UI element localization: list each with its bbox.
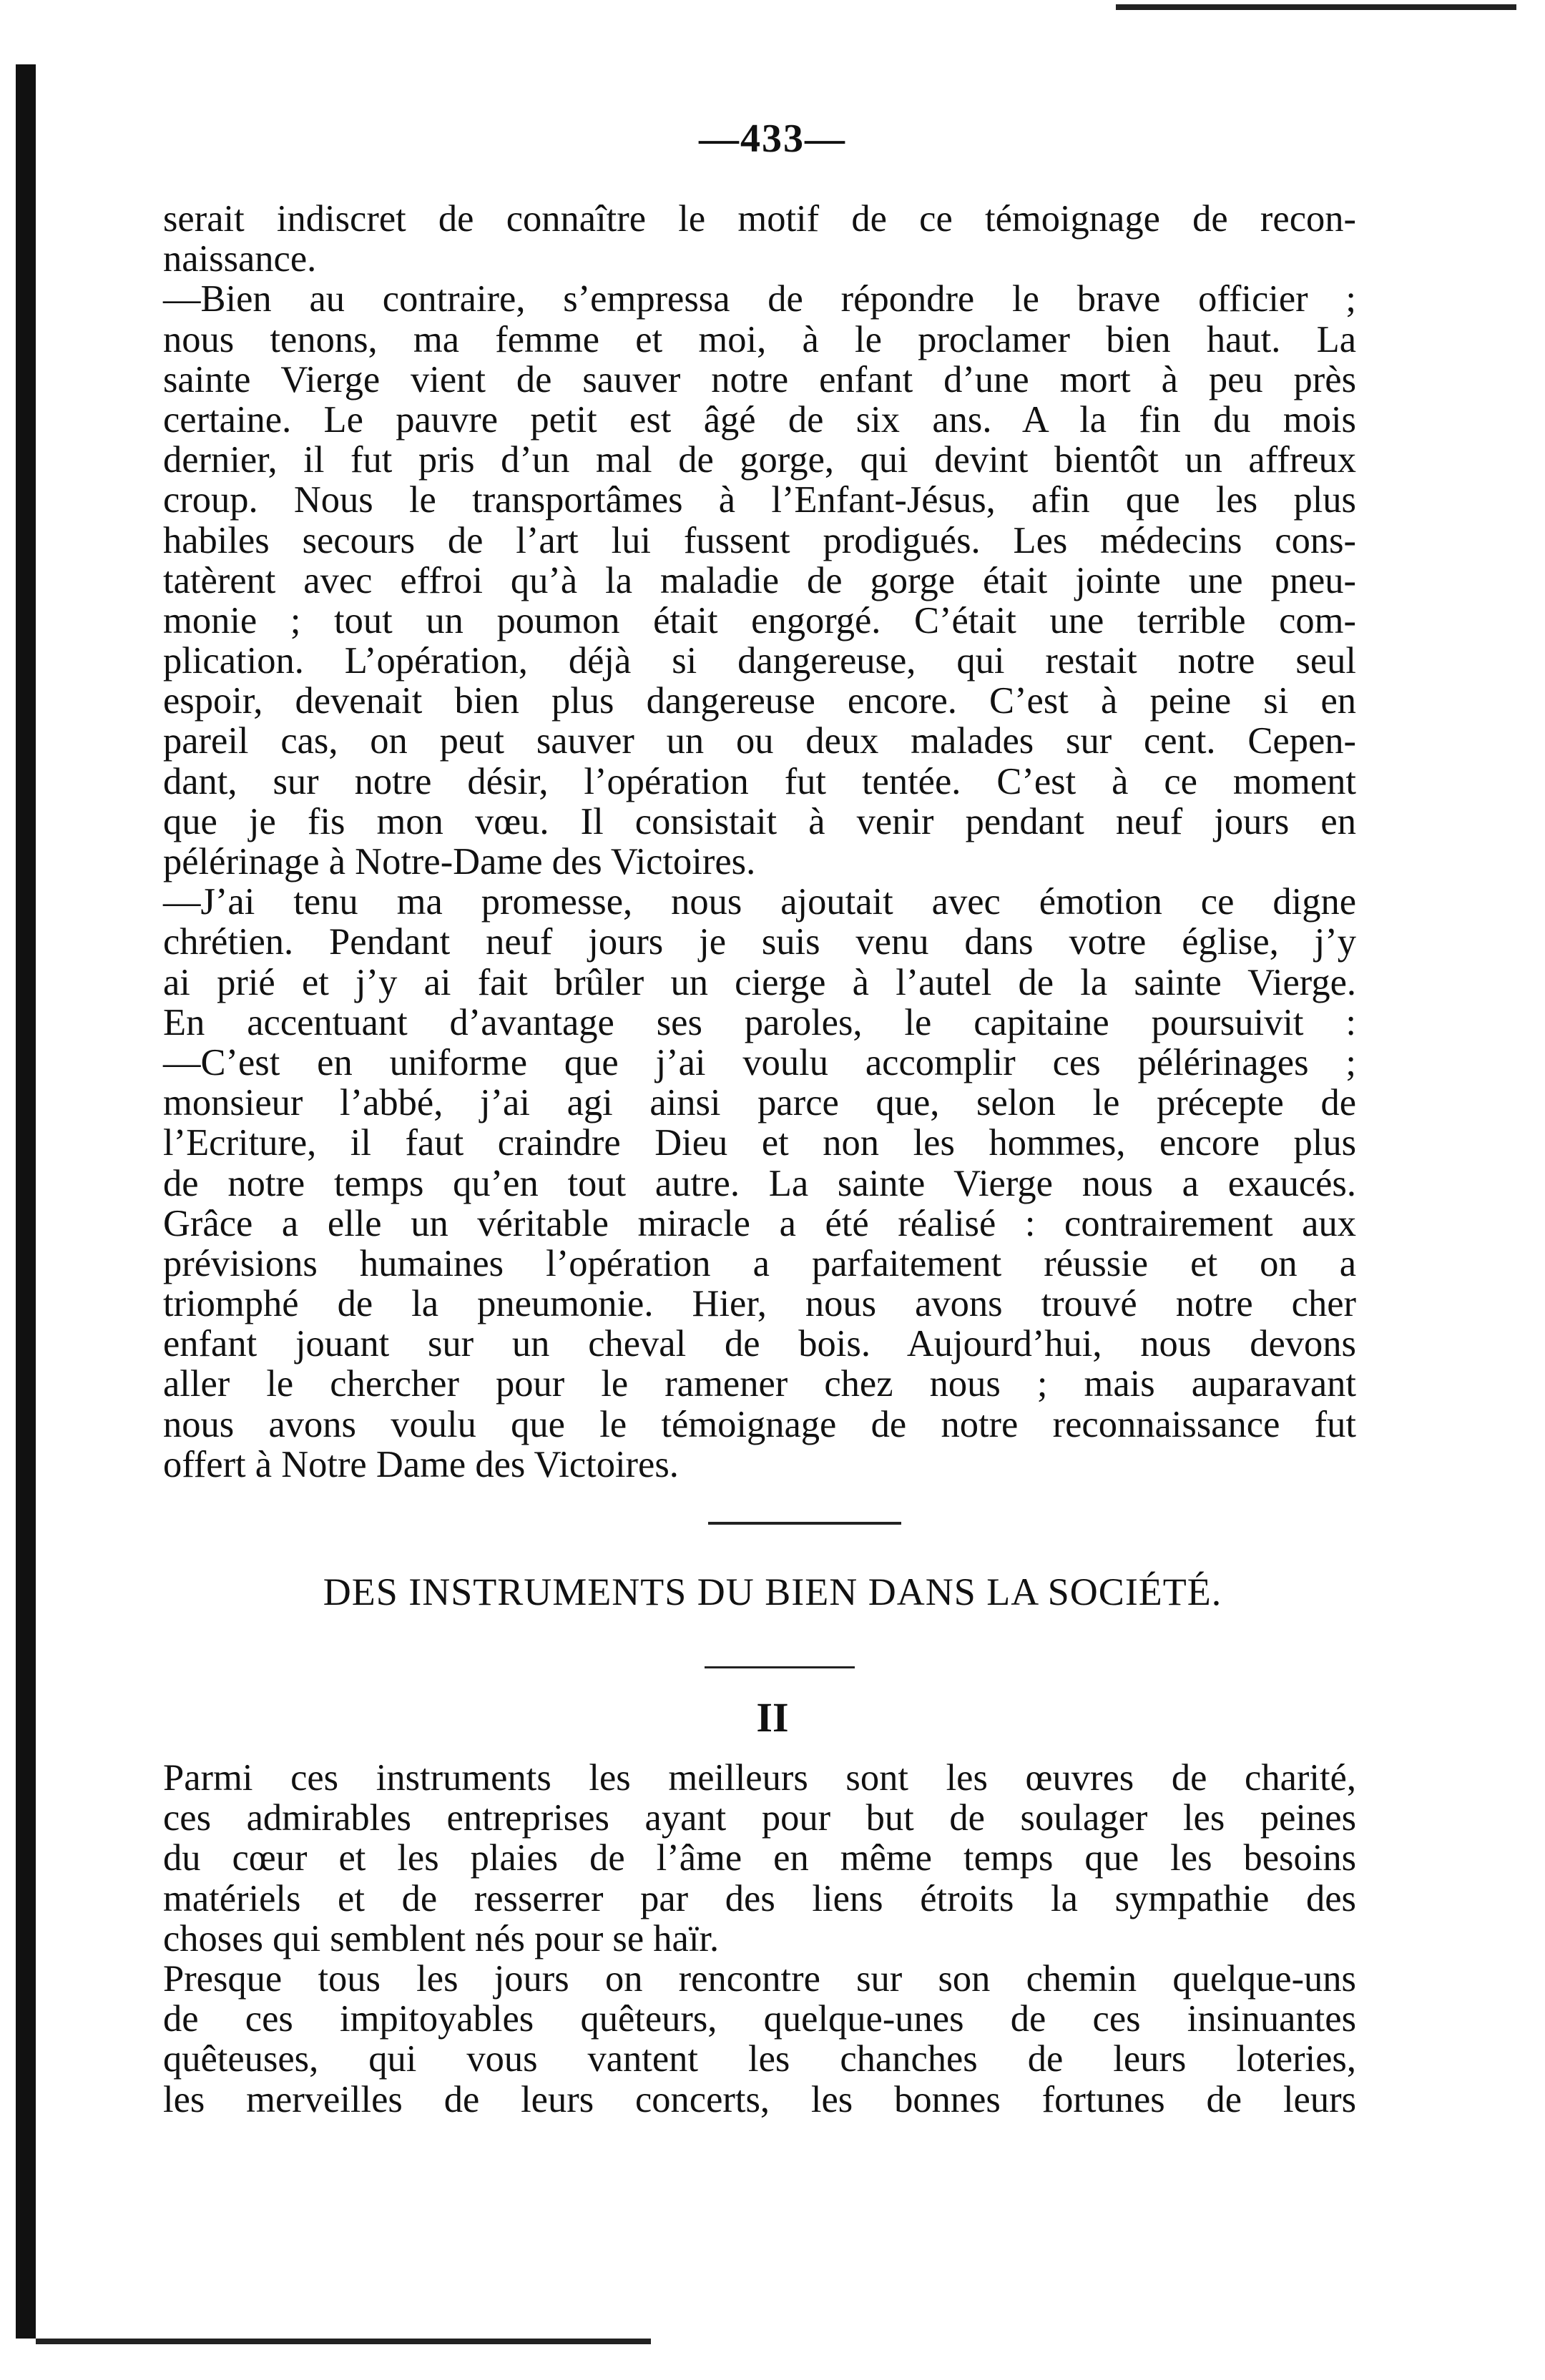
text-line: chrétien. Pendant neuf jours je suis venu dans votre église, j’y [163,921,1356,963]
text-line: Grâce a elle un véritable miracle a été réalisé : contrairement aux [163,1202,1356,1244]
text-line: du cœur et les plaies de l’âme en même temps que les besoins [163,1837,1356,1879]
text-line: croup. Nous le transportâmes à l’Enfant-Jésus, afin que les plus [163,479,1356,521]
text-line: dernier, il fut pris d’un mal de gorge, qui devint bientôt un affreux [163,439,1356,481]
text-line: offert à Notre Dame des Victoires. [163,1443,679,1485]
text-line: tatèrent avec effroi qu’à la maladie de gorge était jointe une pneu- [163,559,1356,601]
page-number: —433— [699,117,846,161]
text-line: aller le chercher pour le ramener chez nous ; mais auparavant [163,1363,1356,1405]
text-line: plication. L’opération, déjà si dangereuse, qui restait notre seul [163,640,1356,682]
text-line: Parmi ces instruments les meilleurs sont les œuvres de charité, [163,1757,1356,1799]
text-line: espoir, devenait bien plus dangereuse encore. C’est à peine si en [163,680,1356,722]
text-line: dant, sur notre désir, l’opération fut tentée. C’est à ce moment [163,760,1356,802]
text-line: nous tenons, ma femme et moi, à le proclamer bien haut. La [163,318,1356,360]
text-line: certaine. Le pauvre petit est âgé de six ans. A la fin du mois [163,398,1356,441]
body-text-block-2 [163,1758,1356,2120]
text-line: matériels et de resserrer par des liens étroits la sympathie des [163,1877,1356,1919]
section-number: II [756,1694,789,1741]
text-line: naissance. [163,238,317,280]
text-line: Presque tous les jours on rencontre sur son chemin quelque-uns [163,1957,1356,2000]
section-title: DES INSTRUMENTS DU BIEN DANS LA SOCIÉTÉ. [323,1570,1222,1613]
text-line: monie ; tout un poumon était engorgé. C’était une terrible com- [163,599,1356,641]
section-divider-small [705,1666,855,1668]
text-line: les merveilles de leurs concerts, les bonnes fortunes de leurs [163,2078,1356,2120]
text-line: pareil cas, on peut sauver un ou deux malades sur cent. Cepen- [163,720,1356,762]
text-line: quêteuses, qui vous vantent les chanches de leurs loteries, [163,2038,1356,2080]
text-line: serait indiscret de connaître le motif de ce témoignage de recon- [163,198,1356,240]
text-line: choses qui semblent nés pour se haïr. [163,1917,720,1959]
text-line: que je fis mon vœu. Il consistait à venir pendant neuf jours en [163,800,1356,842]
text-line: habiles secours de l’art lui fussent prodigués. Les médecins cons- [163,519,1356,561]
text-line: sainte Vierge vient de sauver notre enfant d’une mort à peu près [163,358,1356,400]
scan-border-top [1116,4,1516,10]
text-line: nous avons voulu que le témoignage de notre reconnaissance fut [163,1403,1356,1445]
text-line: monsieur l’abbé, j’ai agi ainsi parce que, selon le précepte de [163,1082,1356,1124]
text-line: l’Ecriture, il faut craindre Dieu et non les hommes, encore plus [163,1122,1356,1164]
text-line: enfant jouant sur un cheval de bois. Aujourd’hui, nous devons [163,1323,1356,1365]
text-line: pélérinage à Notre-Dame des Victoires. [163,841,756,882]
text-line: —J’ai tenu ma promesse, nous ajoutait avec émotion ce digne [163,881,1356,923]
scan-border-left [16,64,36,2339]
text-line: ces admirables entreprises ayant pour but de soulager les peines [163,1797,1356,1839]
text-line: ai prié et j’y ai fait brûler un cierge à l’autel de la sainte Vierge. [163,961,1356,1003]
text-line: prévisions humaines l’opération a parfaitement réussie et on a [163,1242,1356,1284]
text-line: —C’est en uniforme que j’ai voulu accomplir ces pélérinages ; [163,1041,1356,1083]
text-line: triomphé de la pneumonie. Hier, nous avons trouvé notre cher [163,1283,1356,1325]
text-line: —Bien au contraire, s’empressa de répondre le brave officier ; [163,278,1356,320]
text-line: de notre temps qu’en tout autre. La sainte Vierge nous a exaucés. [163,1162,1356,1204]
text-line: de ces impitoyables quêteurs, quelque-unes de ces insinuantes [163,1998,1356,2040]
section-divider [708,1522,901,1525]
body-text-block-1 [163,199,1356,1485]
text-line: En accentuant d’avantage ses paroles, le capitaine poursuivit : [163,1001,1356,1043]
scan-border-bottom [36,2339,651,2344]
